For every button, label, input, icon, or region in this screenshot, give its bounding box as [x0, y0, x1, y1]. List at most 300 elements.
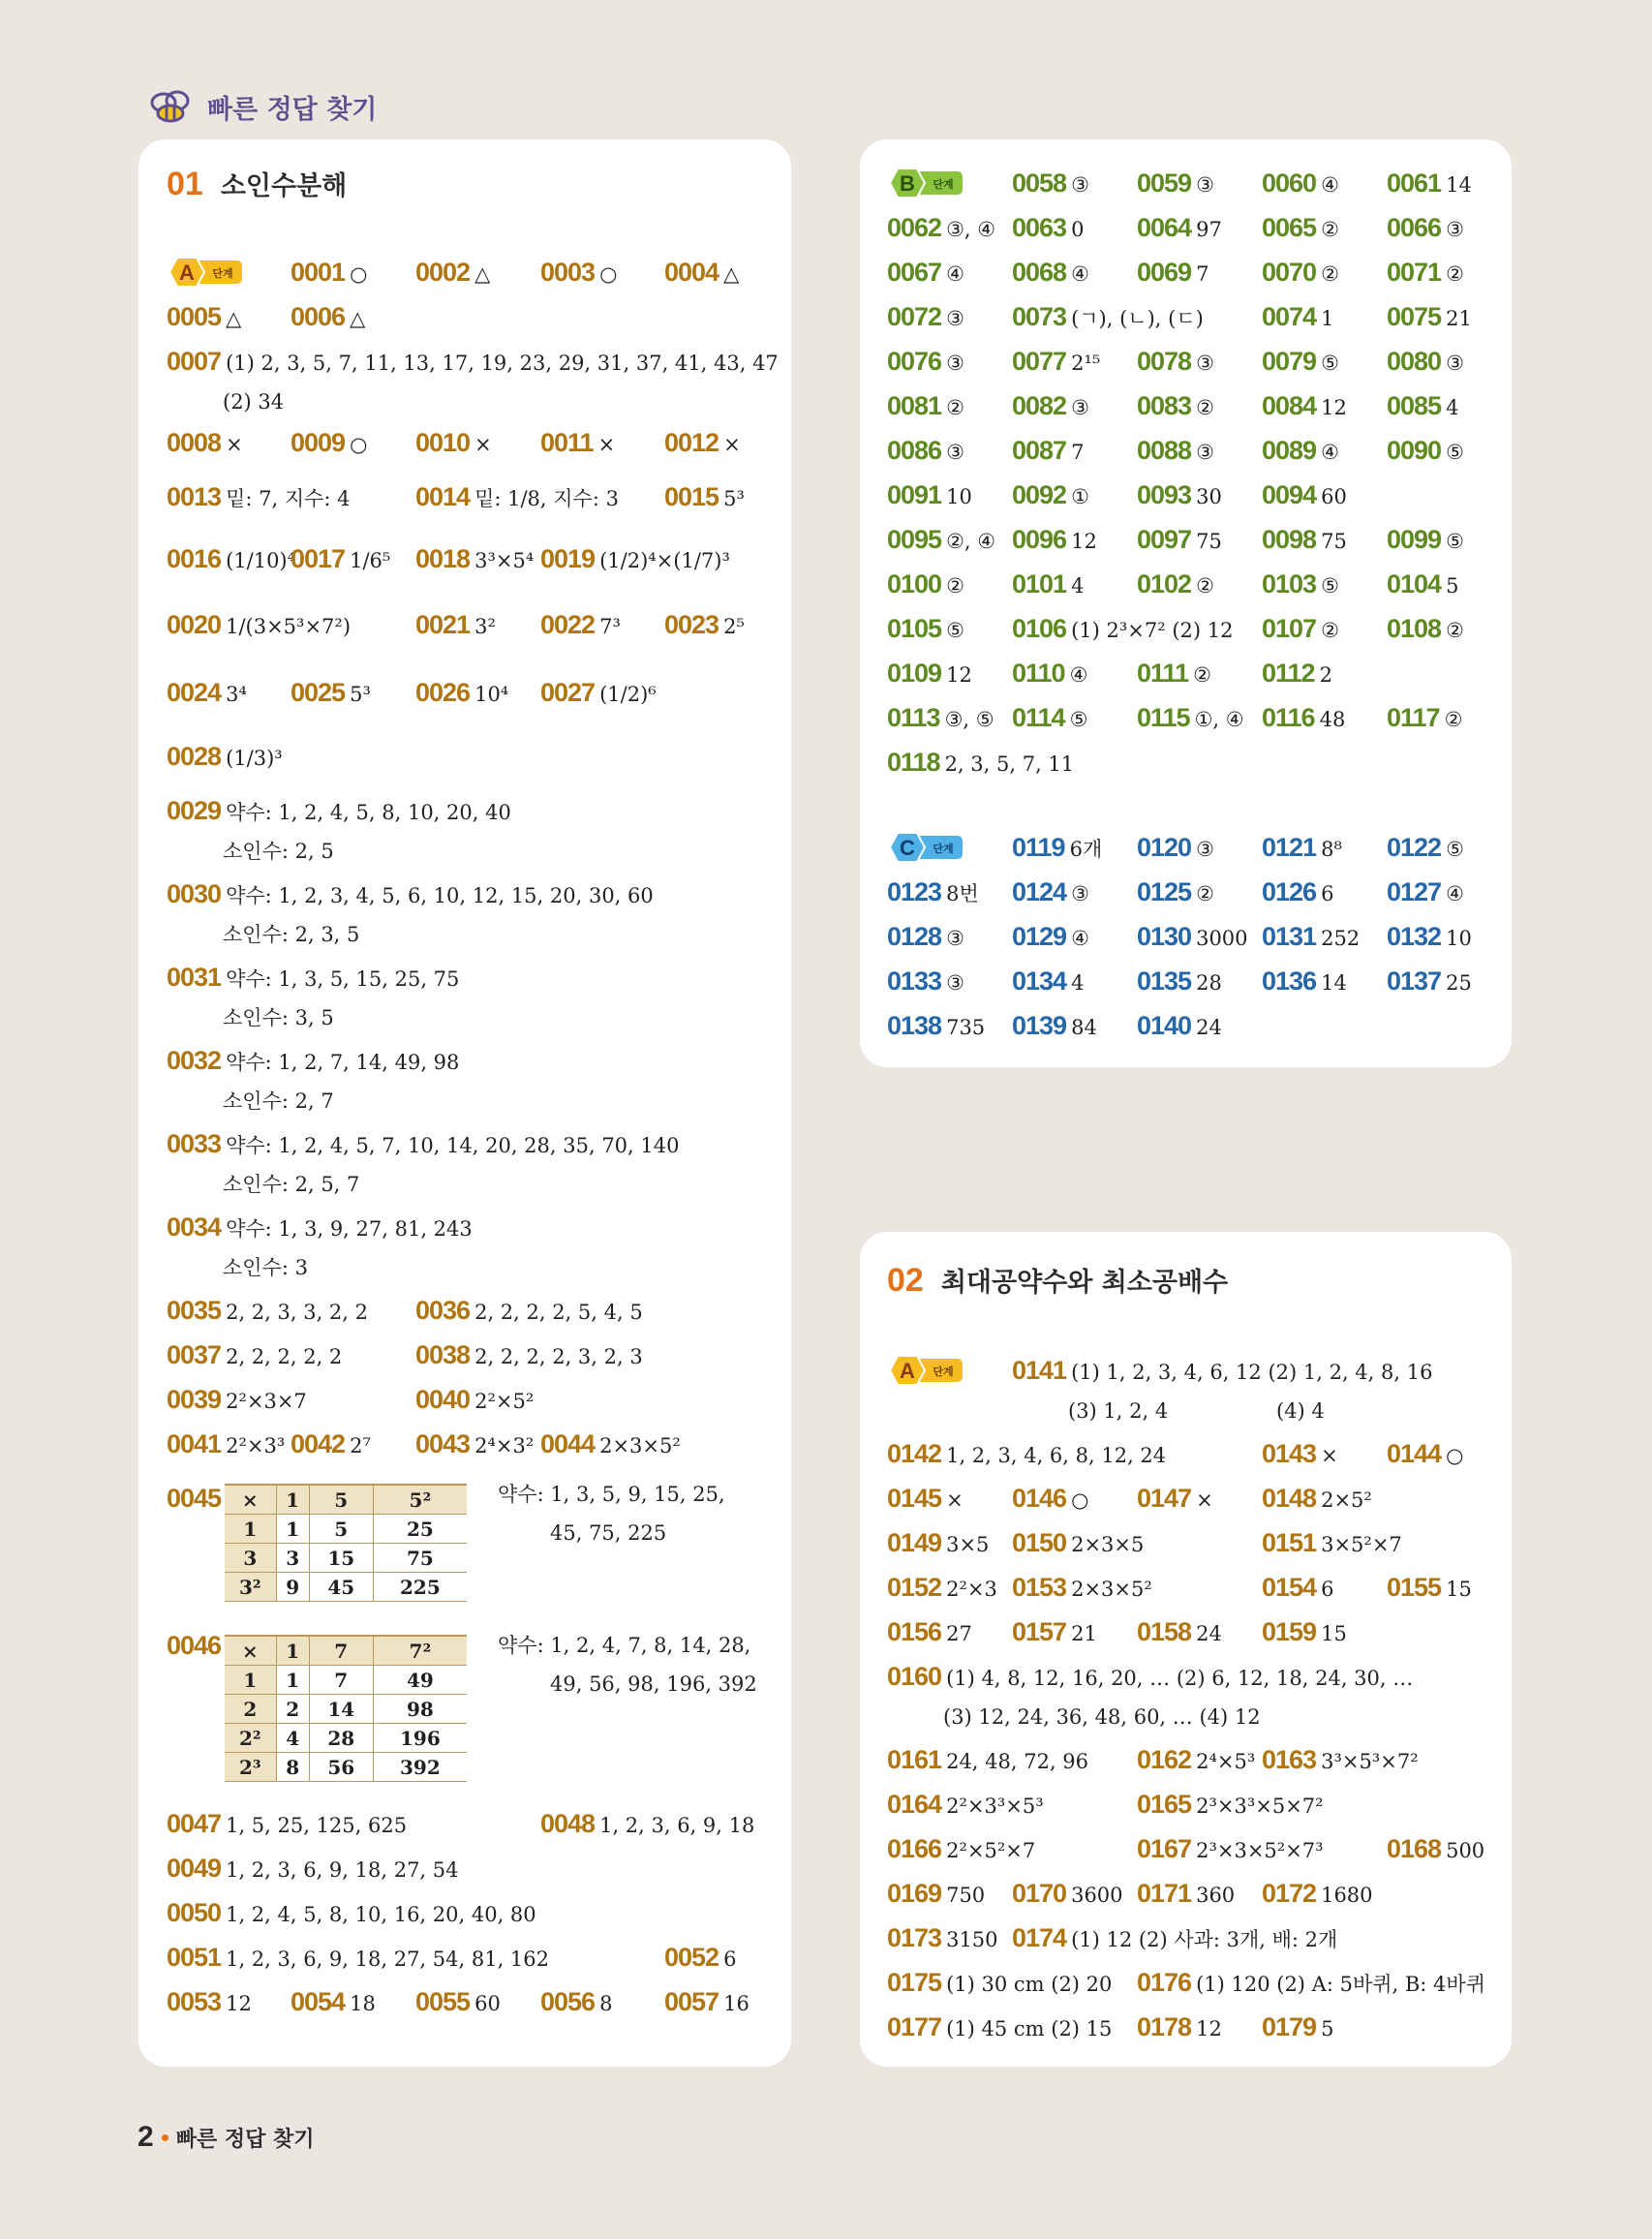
answer-item [540, 254, 617, 292]
answer-item [415, 424, 492, 463]
problem-number: 0143 [1262, 1439, 1317, 1468]
answer-item [1012, 1480, 1088, 1518]
problem-number: 0161 [887, 1745, 942, 1774]
problem-number: 0008 [167, 428, 222, 457]
answer-item [1387, 209, 1464, 248]
answer-item [291, 674, 371, 713]
answer-item [1387, 387, 1458, 426]
answer-value: (1) 30 cm (2) 20 [946, 1973, 1113, 1996]
table-cell: 1 [276, 1485, 309, 1515]
problem-number: 0142 [887, 1439, 942, 1468]
level-c-badge [887, 829, 966, 866]
answer-value: 2³×3×5²×7³ [1196, 1839, 1324, 1862]
answer-value: 3⁴ [226, 683, 247, 706]
table-note: 45, 75, 225 [550, 1521, 667, 1545]
problem-number: 0118 [887, 748, 940, 777]
problem-number: 0132 [1387, 922, 1442, 951]
problem-number: 0103 [1262, 569, 1317, 598]
answer-value: 3² [474, 615, 496, 638]
answer-value: ③ [946, 307, 964, 330]
answer-item [415, 1426, 534, 1464]
problem-number: 0150 [1012, 1528, 1067, 1557]
answer-value: 252 [1321, 927, 1361, 950]
answer-value: 2²×5² [474, 1390, 535, 1413]
answer-item [540, 424, 615, 463]
problem-number: 0027 [540, 678, 596, 707]
problem-number: 0056 [540, 1987, 596, 2016]
answer-value: 5 [1446, 574, 1459, 598]
answer-item [887, 2009, 1112, 2047]
answer-item [415, 606, 496, 645]
answer-value: (1) 2³×7² (2) 12 [1071, 619, 1234, 642]
answer-value: 5 [1321, 2017, 1334, 2040]
problem-number: 0167 [1137, 1834, 1192, 1863]
table-cell: 7 [309, 1636, 373, 1666]
answer-value: (1/2)⁴×(1/7)³ [599, 549, 730, 572]
answer-value: (1/2)⁶ [599, 683, 657, 706]
problem-number: 0114 [1012, 703, 1065, 732]
answer-value: 약수: 1, 3, 5, 15, 25, 75 [226, 967, 460, 991]
answer-value: ③ [1446, 352, 1464, 375]
answer-value: (1) 4, 8, 12, 16, 20, … (2) 6, 12, 18, 24, 30, … [946, 1667, 1414, 1690]
answer-item [1387, 1569, 1472, 1608]
problem-number: 0087 [1012, 436, 1067, 465]
problem-number: 0012 [664, 428, 719, 457]
answer-value: 밑: 7, 지수: 4 [226, 487, 351, 510]
answer-item [167, 1381, 307, 1420]
table-cell: 49 [373, 1666, 467, 1695]
answer-value: △ [723, 262, 740, 286]
answer-item [167, 1850, 459, 1888]
problem-number: 0092 [1012, 480, 1067, 509]
answer-item [1387, 298, 1472, 337]
problem-number: 0014 [415, 482, 471, 511]
problem-number: 0110 [1012, 659, 1065, 688]
problem-number: 0067 [887, 258, 942, 287]
badge-letter: B [900, 171, 915, 196]
problem-number: 0102 [1137, 569, 1192, 598]
answer-value: 약수: 1, 3, 9, 27, 81, 243 [226, 1217, 473, 1241]
table-cell: 7² [373, 1636, 467, 1666]
problem-number: 0033 [167, 1129, 222, 1158]
problem-number: 0053 [167, 1987, 222, 2016]
header-title: 빠른 정답 찾기 [207, 94, 378, 125]
table-cell: 98 [373, 1695, 467, 1724]
answer-value: 8번 [946, 882, 979, 905]
answer-item [540, 606, 621, 645]
answer-item [1012, 343, 1100, 382]
answer-value: 약수: 1, 2, 7, 14, 49, 98 [226, 1051, 460, 1074]
answer-item [167, 792, 511, 831]
answer-item [1137, 1480, 1213, 1518]
answer-item [415, 1336, 643, 1375]
answer-value: × [1321, 1444, 1338, 1467]
answer-value: 16 [723, 1992, 750, 2015]
answer-item [540, 1983, 612, 2022]
table-row [225, 1636, 467, 1666]
answer-value: ② [1444, 708, 1463, 731]
level-a-badge [167, 254, 246, 291]
answer-continuation: 소인수: 3, 5 [223, 1006, 334, 1029]
answer-value: 1, 2, 4, 5, 8, 10, 16, 20, 40, 80 [226, 1903, 536, 1926]
answer-value: ○ [1446, 1444, 1464, 1467]
answer-item [167, 298, 241, 337]
section-number: 02 [887, 1262, 924, 1299]
problem-number: 0113 [887, 703, 940, 732]
answer-item [291, 1426, 371, 1464]
answer-value: 1 [1321, 307, 1334, 330]
answer-item [1137, 343, 1214, 382]
answer-item [1012, 432, 1084, 471]
answer-value: 60 [474, 1992, 501, 2015]
answer-item [1387, 874, 1464, 912]
answer-item [887, 1524, 989, 1563]
answer-item [1262, 521, 1347, 560]
problem-number: 0148 [1262, 1484, 1317, 1513]
problem-number: 0123 [887, 877, 942, 906]
answer-continuation: (2) 34 [223, 390, 285, 414]
answer-value: (1/3)³ [226, 747, 283, 770]
problem-number: 0166 [887, 1834, 942, 1863]
answer-item [1262, 918, 1360, 957]
answer-item [1387, 521, 1464, 560]
answer-item [887, 744, 1074, 782]
answer-value: 75 [1321, 530, 1347, 553]
answer-value: ③ [946, 352, 964, 375]
answer-item [1012, 209, 1084, 248]
answer-value: ⑤ [1446, 838, 1464, 861]
answer-value: 2, 2, 3, 3, 2, 2 [226, 1301, 368, 1324]
table-cell: 14 [309, 1695, 373, 1724]
problem-number: 0153 [1012, 1573, 1067, 1602]
problem-number: 0006 [291, 302, 346, 331]
problem-number: 0042 [291, 1429, 346, 1458]
answer-item [1387, 432, 1464, 471]
problem-number: 0049 [167, 1854, 222, 1883]
problem-number: 0083 [1137, 391, 1192, 420]
answer-item [167, 1894, 536, 1933]
problem-number: 0130 [1137, 922, 1192, 951]
problem-number: 0173 [887, 1923, 942, 1952]
answer-item [1387, 1435, 1463, 1474]
table-row [225, 1515, 467, 1544]
answer-item [1262, 1435, 1338, 1474]
answer-value: ④ [1446, 882, 1464, 905]
answer-continuation: (3) 1, 2, 4 [1068, 1399, 1169, 1423]
problem-number: 0070 [1262, 258, 1317, 287]
answer-value: (1/10)⁴ [226, 549, 296, 572]
answer-value: 2²×3 [946, 1578, 997, 1601]
problem-number: 0164 [887, 1790, 942, 1819]
answer-value: 1, 2, 3, 6, 9, 18, 27, 54, 81, 162 [226, 1948, 550, 1971]
table-cell: 2³ [225, 1753, 276, 1782]
answer-value: 4 [1071, 574, 1085, 598]
answer-value: △ [350, 307, 366, 330]
answer-item [1262, 165, 1339, 203]
problem-number: 0066 [1387, 213, 1442, 242]
table-cell: 5 [309, 1515, 373, 1544]
answer-item [1012, 918, 1089, 957]
answer-value: 15 [1446, 1578, 1472, 1601]
answer-item [167, 1125, 679, 1164]
problem-number: 0046 [167, 1631, 222, 1660]
table-cell: 196 [373, 1724, 467, 1753]
problem-number: 0081 [887, 391, 942, 420]
answer-item [1262, 874, 1333, 912]
answer-item [167, 1983, 252, 2022]
answer-item [167, 478, 351, 517]
answer-item [1137, 699, 1244, 738]
answer-value: 2²×3×7 [226, 1390, 307, 1413]
answer-item [167, 738, 283, 777]
answer-item [887, 1830, 1035, 1869]
answer-value: 4 [1446, 396, 1459, 419]
problem-number: 0154 [1262, 1573, 1317, 1602]
answer-value: 2²×3³×5³ [946, 1794, 1044, 1818]
answer-item [167, 1209, 473, 1247]
answer-value: ② [1193, 663, 1211, 687]
table-cell: 5 [309, 1485, 373, 1515]
answer-value: × [946, 1488, 964, 1512]
answer-item [664, 478, 745, 517]
answer-item [540, 1426, 681, 1464]
answer-value: ⑤ [1321, 352, 1339, 375]
answer-value: △ [226, 307, 242, 330]
table-cell: 1 [225, 1666, 276, 1695]
problem-number: 0076 [887, 347, 942, 376]
answer-item [1262, 610, 1339, 649]
answer-item [887, 1569, 997, 1608]
answer-value: × [474, 433, 492, 456]
answer-0046 [167, 1627, 226, 1664]
answer-item [167, 1042, 459, 1081]
problem-number: 0020 [167, 610, 222, 639]
answer-value: 24 [1196, 1016, 1222, 1039]
problem-number: 0165 [1137, 1790, 1192, 1819]
answer-continuation: 소인수: 2, 7 [223, 1089, 334, 1113]
answer-value: 3000 [1196, 927, 1248, 950]
problem-number: 0052 [664, 1943, 719, 1972]
answer-item [415, 674, 508, 713]
problem-number: 0038 [415, 1340, 471, 1369]
problem-number: 0149 [887, 1528, 942, 1557]
answer-item [887, 298, 964, 337]
answer-value: 3³×5³×7² [1321, 1750, 1419, 1773]
badge-letter: C [900, 836, 915, 860]
answer-value: 2²×3³ [226, 1434, 286, 1457]
problem-number: 0026 [415, 678, 471, 707]
problem-number: 0068 [1012, 258, 1067, 287]
problem-number: 0120 [1137, 833, 1192, 862]
answer-item [167, 540, 295, 579]
answer-value: × [597, 433, 616, 456]
answer-item [887, 1007, 985, 1046]
answer-value: ④ [1069, 663, 1088, 687]
page-header [147, 87, 377, 126]
answer-value: ②, ④ [946, 530, 996, 553]
problem-number: 0145 [887, 1484, 942, 1513]
problem-number: 0015 [664, 482, 719, 511]
badge-letter: A [179, 261, 195, 285]
table-cell: 8 [276, 1753, 309, 1782]
answer-value: ①, ④ [1194, 708, 1244, 731]
section-name: 최대공약수와 최소공배수 [940, 1268, 1229, 1298]
answer-item [291, 540, 390, 579]
answer-value: 1680 [1321, 1884, 1373, 1907]
problem-number: 0021 [415, 610, 471, 639]
answer-value: ③ [1071, 173, 1089, 197]
problem-number: 0077 [1012, 347, 1067, 376]
answer-value: ○ [599, 262, 618, 286]
answer-value: ④ [946, 262, 964, 286]
problem-number: 0160 [887, 1662, 942, 1691]
answer-item [1387, 254, 1464, 292]
problem-number: 0111 [1137, 659, 1189, 688]
problem-number: 0057 [664, 1987, 719, 2016]
answer-item [540, 1805, 754, 1844]
section-01-title [167, 165, 347, 203]
answer-value: 5³ [350, 683, 371, 706]
table-cell: 3 [276, 1544, 309, 1573]
problem-number: 0084 [1262, 391, 1317, 420]
problem-number: 0106 [1012, 614, 1067, 643]
answer-item [415, 254, 490, 292]
answer-item [1012, 165, 1089, 203]
answer-item [1262, 254, 1339, 292]
answer-item [1137, 2009, 1222, 2047]
answer-value: ② [1446, 619, 1464, 642]
table-cell: 5² [373, 1485, 467, 1515]
answer-item [887, 1741, 1088, 1780]
table-cell: 1 [276, 1666, 309, 1695]
problem-number: 0144 [1387, 1439, 1442, 1468]
problem-number: 0069 [1137, 258, 1192, 287]
answer-item [1387, 343, 1464, 382]
table-cell: 25 [373, 1515, 467, 1544]
answer-value: ③ [946, 971, 964, 995]
table-cell: 2² [225, 1724, 276, 1753]
footer-title: 빠른 정답 찾기 [175, 2127, 315, 2152]
answer-value: ② [1321, 218, 1339, 241]
answer-value: 12 [946, 663, 972, 687]
answer-continuation: 소인수: 3 [223, 1256, 308, 1279]
section-02-title [887, 1261, 1228, 1300]
answer-item [1012, 1919, 1337, 1958]
answer-item [887, 874, 979, 912]
answer-item [887, 655, 972, 693]
answer-item [1012, 1352, 1432, 1391]
answer-item [1012, 963, 1084, 1001]
answer-value: ○ [1071, 1488, 1089, 1512]
answer-item [664, 424, 741, 463]
answer-value: 1, 2, 3, 6, 9, 18, 27, 54 [226, 1858, 459, 1882]
answer-value: 12 [226, 1992, 252, 2015]
answer-item [1137, 432, 1214, 471]
answer-value: 6 [1321, 882, 1334, 905]
answer-item [167, 424, 243, 463]
answer-item [887, 1964, 1112, 2003]
problem-number: 0003 [540, 258, 596, 287]
answer-value: 28 [1196, 971, 1222, 995]
table-cell: 225 [373, 1573, 467, 1602]
table-cell: 1 [276, 1515, 309, 1544]
answer-value: 60 [1321, 485, 1347, 508]
answer-item [1137, 1613, 1222, 1652]
answer-item [887, 1658, 1413, 1697]
answer-value: 5³ [723, 487, 745, 510]
problem-number: 0018 [415, 544, 471, 573]
page-number: 2 [138, 2121, 154, 2153]
problem-number: 0030 [167, 879, 222, 908]
problem-number: 0115 [1137, 703, 1190, 732]
problem-number: 0131 [1262, 922, 1317, 951]
problem-number: 0002 [415, 258, 471, 287]
table-row [225, 1485, 467, 1515]
answer-item [1012, 387, 1089, 426]
problem-number: 0135 [1137, 966, 1192, 996]
answer-value: 10 [1446, 927, 1472, 950]
answer-item [1012, 1613, 1097, 1652]
problem-number: 0079 [1262, 347, 1317, 376]
answer-value: ③ [1196, 441, 1214, 464]
answer-item [1012, 566, 1084, 604]
answer-item [167, 1336, 342, 1375]
level-a-badge [887, 1352, 966, 1389]
problem-number: 0095 [887, 525, 942, 554]
answer-value: △ [474, 262, 491, 286]
answer-item [1262, 1613, 1347, 1652]
answer-item [1262, 2009, 1333, 2047]
answer-item [1137, 1786, 1324, 1825]
problem-number: 0175 [887, 1968, 942, 1997]
problem-number: 0163 [1262, 1745, 1317, 1774]
answer-item [167, 1426, 285, 1464]
problem-number: 0107 [1262, 614, 1317, 643]
problem-number: 0125 [1137, 877, 1192, 906]
answer-item [887, 343, 964, 382]
problem-number: 0059 [1137, 169, 1192, 198]
problem-number: 0119 [1012, 833, 1065, 862]
answer-item [1137, 655, 1211, 693]
answer-value: ② [1321, 619, 1339, 642]
answer-item [1012, 1007, 1097, 1046]
answer-value: 밑: 1/8, 지수: 3 [474, 487, 619, 510]
problem-number: 0141 [1012, 1356, 1067, 1385]
answer-item [887, 699, 994, 738]
answer-value: 4 [1071, 971, 1085, 995]
problem-number: 0044 [540, 1429, 596, 1458]
table-cell: 15 [309, 1544, 373, 1573]
problem-number: 0094 [1262, 480, 1317, 509]
problem-number: 0032 [167, 1046, 222, 1075]
answer-item [887, 387, 964, 426]
answer-item [1262, 1524, 1402, 1563]
answer-value: 21 [1071, 1622, 1097, 1645]
table-cell: 1 [225, 1515, 276, 1544]
problem-number: 0116 [1262, 703, 1315, 732]
answer-value: 8⁸ [1321, 838, 1342, 861]
answer-item [291, 424, 367, 463]
problem-number: 0169 [887, 1879, 942, 1908]
problem-number: 0062 [887, 213, 942, 242]
answer-value: ③ [946, 927, 964, 950]
problem-number: 0172 [1262, 1879, 1317, 1908]
answer-item [1387, 566, 1458, 604]
problem-number: 0080 [1387, 347, 1442, 376]
answer-item [1137, 566, 1214, 604]
answer-item [1012, 254, 1089, 292]
problem-number: 0156 [887, 1617, 942, 1646]
